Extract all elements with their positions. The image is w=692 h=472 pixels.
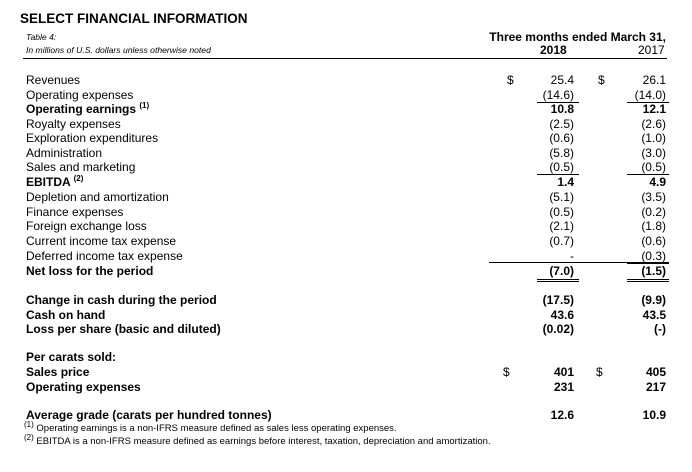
cash-row-label: Loss per share (basic and diluted) <box>26 322 221 336</box>
value-2018: (0.5) <box>549 160 574 174</box>
net-loss-top-rule <box>489 262 669 263</box>
row-label <box>26 264 153 278</box>
value-2018: - <box>570 249 574 263</box>
page-title: SELECT FINANCIAL INFORMATION <box>20 11 248 26</box>
row-label <box>26 117 121 131</box>
row-label-footnote-marker: (1) <box>139 101 150 110</box>
row-label <box>26 102 149 116</box>
row-label <box>26 190 169 204</box>
row-label-footnote-marker: (2) <box>73 174 84 183</box>
table-label: Table 4: <box>26 32 57 42</box>
value-2018: 1.4 <box>557 175 574 189</box>
value-2017: (0.2) <box>641 205 666 219</box>
cash-value-2017: 43.5 <box>642 308 666 322</box>
value-2018: (14.6) <box>542 88 574 102</box>
row-label-text: Depletion and amortization <box>26 190 169 204</box>
grade-value-2017: 10.9 <box>642 408 666 422</box>
units-note: In millions of U.S. dollars unless otherwise noted <box>26 45 211 55</box>
footnote-2-text: EBITDA is a non-IFRS measure defined as earnings before interest, taxation, depreciation and amortization. <box>36 436 491 447</box>
row-label-text: Net loss for the period <box>26 264 154 278</box>
value-2017: (14.0) <box>634 88 666 102</box>
column-header-2017: 2017 <box>638 43 665 57</box>
grade-value-2018: 12.6 <box>550 408 574 422</box>
footnote-1-marker: (1) <box>24 419 34 429</box>
carats-value-2018: 231 <box>553 380 574 394</box>
row-label <box>26 146 102 160</box>
value-2018: (5.8) <box>549 146 574 160</box>
row-label <box>26 131 158 145</box>
carats-header: Per carats sold: <box>26 350 117 364</box>
cash-value-2017: (-) <box>654 322 666 336</box>
value-2017: (3.0) <box>641 146 666 160</box>
total-rule-2017 <box>627 279 669 282</box>
value-2017: 4.9 <box>649 175 666 189</box>
value-2017: (0.5) <box>641 160 666 174</box>
value-2018: 25.4 <box>550 73 574 87</box>
row-label-text: EBITDA <box>26 175 71 189</box>
footnote-1 <box>24 419 397 434</box>
carats-row-label: Sales price <box>26 365 90 379</box>
footnote-2 <box>24 432 491 447</box>
row-label-text: Operating earnings <box>26 102 137 116</box>
row-label <box>26 88 133 102</box>
value-2017: (2.6) <box>641 117 666 131</box>
total-rule-2018 <box>537 279 579 282</box>
value-2018: (0.7) <box>549 234 574 248</box>
value-2018: (7.0) <box>549 264 574 278</box>
cash-value-2018: (17.5) <box>542 293 574 307</box>
value-2018: (0.5) <box>549 205 574 219</box>
row-label <box>26 249 183 263</box>
grade-label: Average grade (carats per hundred tonnes) <box>26 408 272 422</box>
value-2017: 12.1 <box>642 102 666 116</box>
row-label-text: Operating expenses <box>26 88 134 102</box>
cash-row-label: Change in cash during the period <box>26 293 217 307</box>
cash-value-2018: (0.02) <box>542 322 574 336</box>
carats-currency-2018: $ <box>503 365 510 379</box>
carats-currency-2017: $ <box>596 365 603 379</box>
row-label-text: Administration <box>26 146 103 160</box>
cash-value-2017: (9.9) <box>641 293 666 307</box>
value-2018: (2.5) <box>549 117 574 131</box>
footnote-2-marker: (2) <box>24 432 34 442</box>
row-label-text: Foreign exchange loss <box>26 219 147 233</box>
row-label-text: Revenues <box>26 73 81 87</box>
carats-value-2018: 401 <box>553 365 574 379</box>
row-label-text: Finance expenses <box>26 205 124 219</box>
value-2017: (0.6) <box>641 234 666 248</box>
value-2017: (1.0) <box>641 131 666 145</box>
footnote-1-text: Operating earnings is a non-IFRS measure defined as sales less operating expenses. <box>36 423 397 434</box>
value-2017: (0.3) <box>641 249 666 263</box>
row-label <box>26 73 80 87</box>
value-2018: (5.1) <box>549 190 574 204</box>
carats-row-label: Operating expenses <box>26 380 141 394</box>
currency-symbol-2018: $ <box>507 73 514 87</box>
value-2018: 10.8 <box>550 102 574 116</box>
header-divider <box>23 58 667 59</box>
value-2017: (3.5) <box>641 190 666 204</box>
row-label-text: Exploration expenditures <box>26 131 159 145</box>
value-2017: (1.5) <box>641 264 666 278</box>
currency-symbol-2017: $ <box>598 73 605 87</box>
column-header-2018: 2018 <box>540 43 567 57</box>
value-2017: (1.8) <box>641 219 666 233</box>
value-2017: 26.1 <box>642 73 666 87</box>
row-label-text: Sales and marketing <box>26 160 136 174</box>
cash-value-2018: 43.6 <box>550 308 574 322</box>
row-label-text: Deferred income tax expense <box>26 249 183 263</box>
value-2018: (2.1) <box>549 219 574 233</box>
row-label <box>26 205 123 219</box>
period-header: Three months ended March 31, <box>489 30 666 44</box>
cash-row-label: Cash on hand <box>26 308 106 322</box>
row-label <box>26 160 135 174</box>
carats-value-2017: 217 <box>645 380 666 394</box>
carats-value-2017: 405 <box>645 365 666 379</box>
row-label <box>26 175 83 189</box>
row-label <box>26 234 176 248</box>
row-label-text: Current income tax expense <box>26 234 177 248</box>
row-label <box>26 219 147 233</box>
row-label-text: Royalty expenses <box>26 117 121 131</box>
value-2018: (0.6) <box>549 131 574 145</box>
